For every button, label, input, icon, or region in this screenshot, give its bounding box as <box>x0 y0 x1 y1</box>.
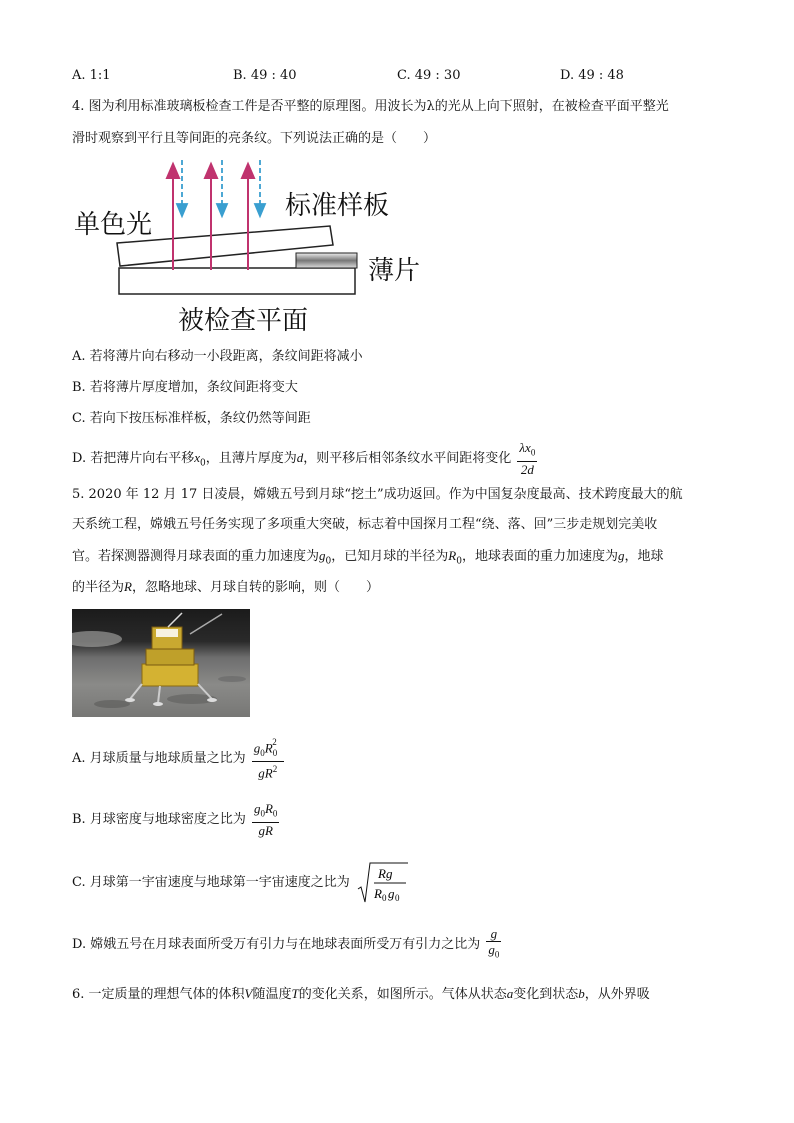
fraction-lambda-x0-over-2d <box>517 440 537 477</box>
prev-option-b: B. 49 : 40 <box>233 68 297 83</box>
q4-figure <box>70 160 430 335</box>
frac-numerator-sub: 0 <box>530 447 536 458</box>
var-b: b <box>578 986 585 1001</box>
q6-text3: 的变化关系，如图所示。气体从状态 <box>298 987 507 1002</box>
frac-numerator: λx <box>519 440 531 455</box>
var-d: d <box>296 449 304 465</box>
fraction-g0R0-over-gR: $\frac{g_0R_0}{gR}$ <box>253 801 278 838</box>
svg-text:Rg: Rg <box>377 866 393 882</box>
var-x: x <box>194 449 201 465</box>
q6-line1 <box>72 985 650 1004</box>
q6-text2: 随温度 <box>252 987 292 1002</box>
label-examined-surface: 被检查平面 <box>178 306 309 336</box>
q5-option-d-text: D. 嫦娥五号在月球表面所受万有引力与在地球表面所受万有引力之比为 <box>72 937 481 952</box>
prev-option-c: C. 49 : 30 <box>397 68 461 83</box>
thin-sheet <box>296 253 357 268</box>
q4-option-b: B. 若将薄片厚度增加，条纹间距将变大 <box>72 380 298 395</box>
q4-option-d-text2: ，且薄片厚度为 <box>205 450 297 466</box>
q5-option-a-text: A. 月球质量与地球质量之比为 <box>72 751 246 767</box>
q5-option-c <box>72 860 408 905</box>
var-R0: R <box>448 548 457 563</box>
prev-option-a: A. 1:1 <box>72 68 111 83</box>
q5-line1: 5. 2020 年 12 月 17 日凌晨，嫦娥五号到月球“挖土”成功返回。作为中国复杂度最高、技术跨度最大的航 <box>72 487 683 502</box>
svg-text:0: 0 <box>394 893 400 904</box>
examined-surface-block <box>119 268 355 294</box>
change5-lander-photo <box>72 609 250 717</box>
q4-option-c: C. 若向下按压标准样板，条纹仍然等间距 <box>72 411 311 426</box>
var-g0: g <box>319 548 326 563</box>
q5-option-c-text: C. 月球第一宇宙速度与地球第一宇宙速度之比为 <box>72 875 350 891</box>
var-T: T <box>291 986 299 1001</box>
q5-line2: 天系统工程，嫦娥五号任务实现了多项重大突破，标志着中国探月工程“绕、落、回”三步走规划完美收 <box>72 517 658 532</box>
q6-text1: 6. 一定质量的理想气体的体积 <box>72 987 245 1002</box>
fraction-g-over-g0: $\frac{g}{g_0}$ <box>488 926 500 960</box>
var-V: V <box>244 986 253 1001</box>
q4-option-a: A. 若将薄片向右移动一小段距离，条纹间距将减小 <box>72 349 363 364</box>
q5-line3-text4: ，地球 <box>624 549 664 564</box>
svg-text:0: 0 <box>381 893 387 904</box>
sqrt-Rg-over-R0g0 <box>356 860 408 905</box>
q4-option-d <box>72 440 537 480</box>
q4-stem-line1: 4. 图为利用标准玻璃板检查工件是否平整的原理图。用波长为λ的光从上向下照射，在被检查平面平整光 <box>72 99 669 114</box>
q5-line4-text1: 的半径为 <box>72 580 125 595</box>
q5-line3: 官。若探测器测得月球表面的重力加速度为$g_0$，已知月球的半径为$R_0$，地球表面的重力加速度为g，地球 <box>72 548 664 567</box>
q5-option-d <box>72 925 501 965</box>
q5-line4 <box>72 578 379 597</box>
incident-light-arrows <box>177 160 265 216</box>
frac-denominator: 2d <box>520 461 534 477</box>
q5-option-b <box>72 800 279 840</box>
q5-line4-text2: ，忽略地球、月球自转的影响，则（ ） <box>131 580 379 595</box>
q4-option-d-text3: ，则平移后相邻条纹水平间距将变化 <box>303 450 512 466</box>
sub-0: 0 <box>200 458 206 469</box>
var-R: R <box>124 579 132 594</box>
q5-line3-text3: ，地球表面的重力加速度为 <box>461 549 618 564</box>
q4-stem-line2: 滑时观察到平行且等间距的亮条纹。下列说法正确的是（ ） <box>72 131 437 146</box>
q6-text4: 变化到状态 <box>513 987 579 1002</box>
q5-option-a <box>72 737 284 780</box>
label-standard-plate: 标准样板 <box>285 191 390 221</box>
svg-text:g: g <box>387 886 395 902</box>
var-g: g <box>617 548 625 563</box>
label-monochromatic-light: 单色光 <box>74 210 153 240</box>
q5-line3-text2: ，已知月球的半径为 <box>331 549 449 564</box>
q5-option-b-text: B. 月球密度与地球密度之比为 <box>72 812 246 827</box>
label-thin-sheet: 薄片 <box>368 256 421 286</box>
q6-text5: ，从外界吸 <box>584 987 650 1002</box>
fraction-g0R0sq-over-gRsq: $\frac{g_0R_0^2}{gR^2}$ <box>252 737 284 780</box>
var-a: a <box>506 986 514 1001</box>
q5-line3-text1: 官。若探测器测得月球表面的重力加速度为 <box>72 549 320 564</box>
svg-text:R: R <box>373 886 382 902</box>
prev-option-d: D. 49 : 48 <box>560 68 624 83</box>
q4-option-d-text1: D. 若把薄片向右平移 <box>72 450 195 466</box>
